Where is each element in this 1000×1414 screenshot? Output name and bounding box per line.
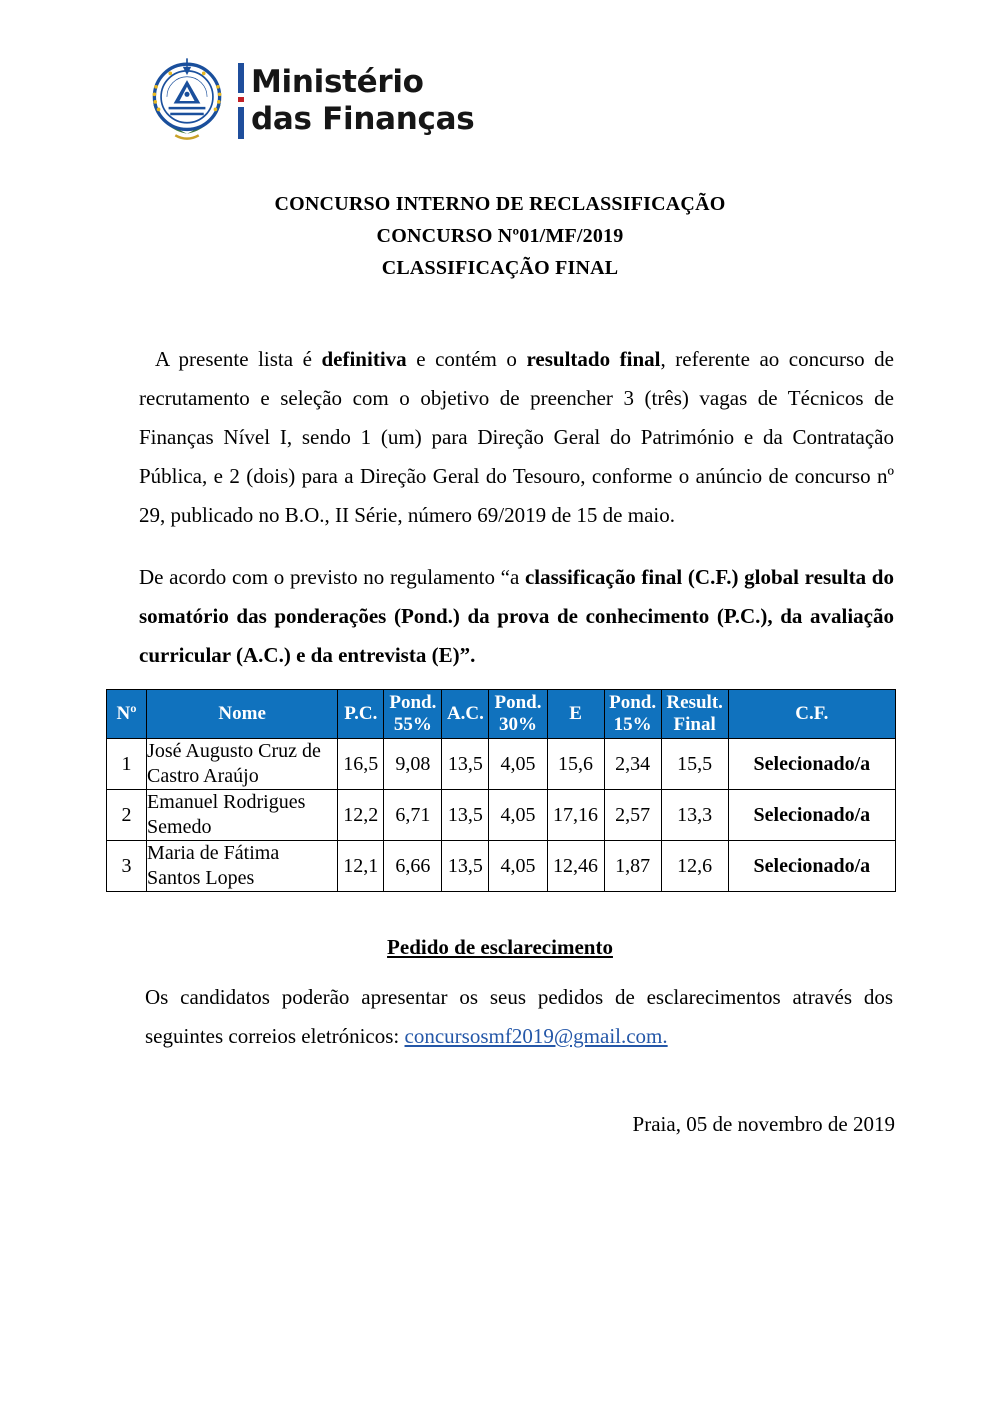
p1-segment-c: , referente ao concurso de recrutamento e seleção com o objetivo de preencher 3 (três) vagas de Técnicos de Finanças Nível I, sendo 1 (um) para Direção Geral do Património e da Contratação Pública, e 2 (dois) para a Direção Geral do Tesouro, conforme o anúncio de concurso nº 29, publicado no B.O., II Série, número 69/2019 de 15 de maio. — [139, 347, 894, 527]
cell-numero: 3 — [107, 841, 147, 892]
title-line-1: CONCURSO INTERNO DE RECLASSIFICAÇÃO — [274, 193, 726, 215]
cell-pond55: 9,08 — [384, 739, 442, 790]
col-header-result-line1: Result. — [666, 692, 723, 713]
section-heading-text: Pedido de esclarecimento — [387, 935, 613, 959]
cell-pond55: 6,66 — [384, 841, 442, 892]
cell-pond30: 4,05 — [489, 790, 547, 841]
document-titles — [0, 188, 1000, 284]
paragraph-2 — [139, 558, 894, 675]
cell-ac: 13,5 — [442, 790, 489, 841]
cell-resultado-final: 12,6 — [661, 841, 728, 892]
table-header-row — [107, 690, 896, 739]
cell-cf: Selecionado/a — [728, 841, 895, 892]
cell-pond15: 1,87 — [604, 841, 661, 892]
p1-segment-b: e contém o — [406, 347, 527, 371]
section-heading-pedido — [0, 935, 1000, 960]
logo-wordmark — [251, 64, 474, 137]
col-header-pond30 — [489, 690, 547, 739]
col-header-pond55-line2: 55% — [393, 714, 432, 735]
cell-pond55: 6,71 — [384, 790, 442, 841]
cell-pond15: 2,34 — [604, 739, 661, 790]
cell-resultado-final: 15,5 — [661, 739, 728, 790]
cell-pond30: 4,05 — [489, 841, 547, 892]
document-body — [139, 340, 894, 675]
email-link[interactable]: concursosmf2019@gmail.com. — [404, 1024, 668, 1048]
col-header-e: E — [547, 690, 604, 739]
cell-ac: 13,5 — [442, 841, 489, 892]
col-header-cf: C.F. — [728, 690, 895, 739]
classification-table — [106, 689, 896, 892]
col-header-pond15-line2: 15% — [613, 714, 652, 735]
p1-segment-a: A presente lista é — [155, 347, 322, 371]
logo-line-2: das Finanças — [251, 101, 475, 137]
classification-table-wrapper — [106, 689, 896, 892]
cell-numero: 1 — [107, 739, 147, 790]
cell-pc: 16,5 — [338, 739, 384, 790]
paragraph-1 — [139, 340, 894, 535]
logo-separator — [229, 61, 251, 141]
table-row — [107, 790, 896, 841]
cell-numero: 2 — [107, 790, 147, 841]
cell-cf: Selecionado/a — [728, 739, 895, 790]
cell-cf: Selecionado/a — [728, 790, 895, 841]
col-header-ac: A.C. — [442, 690, 489, 739]
col-header-numero: Nº — [107, 690, 147, 739]
p1-bold-definitiva: definitiva — [321, 347, 407, 371]
p2-segment-a: De acordo com o previsto no regulamento “a — [139, 565, 525, 589]
cell-e: 15,6 — [547, 739, 604, 790]
col-header-pond55-line1: Pond. — [389, 692, 437, 713]
col-header-pond30-line2: 30% — [498, 714, 537, 735]
col-header-pond15 — [604, 690, 661, 739]
cell-pc: 12,2 — [338, 790, 384, 841]
footer-text-before: Os candidatos poderão apresentar os seus pedidos de esclarecimentos através dos seguintes correios eletrónicos: — [145, 985, 893, 1048]
col-header-pond15-line1: Pond. — [609, 692, 657, 713]
p1-bold-resultado-final: resultado final — [526, 347, 661, 371]
cell-resultado-final: 13,3 — [661, 790, 728, 841]
p2-bold-quote: classificação final (C.F.) global resulta do somatório das ponderações (Pond.) da prova de conhecimento (P.C.), da avaliação curricular (A.C.) e da entrevista (E)”. — [139, 565, 894, 667]
cell-pond30: 4,05 — [489, 739, 547, 790]
table-row — [107, 841, 896, 892]
cape-verde-coat-of-arms-icon — [145, 55, 229, 147]
title-line-3: CLASSIFICAÇÃO FINAL — [381, 257, 619, 279]
cell-e: 12,46 — [547, 841, 604, 892]
title-line-2: CONCURSO Nº01/MF/2019 — [376, 225, 624, 247]
cell-nome: Emanuel Rodrigues Semedo — [147, 790, 338, 841]
col-header-pond30-line1: Pond. — [494, 692, 542, 713]
cell-ac: 13,5 — [442, 739, 489, 790]
col-header-resultado-final — [661, 690, 728, 739]
table-row — [107, 739, 896, 790]
signature-text: Praia, 05 de novembro de 2019 — [632, 1112, 895, 1136]
cell-e: 17,16 — [547, 790, 604, 841]
cell-nome: Maria de Fátima Santos Lopes — [147, 841, 338, 892]
col-header-pond55 — [384, 690, 442, 739]
footer-paragraph-text — [145, 978, 893, 1056]
logo-line-1: Ministério — [251, 64, 424, 101]
col-header-nome: Nome — [147, 690, 338, 739]
col-header-result-line2: Final — [673, 714, 716, 735]
cell-nome: José Augusto Cruz de Castro Araújo — [147, 739, 338, 790]
footer-paragraph — [145, 978, 893, 1056]
cell-pond15: 2,57 — [604, 790, 661, 841]
ministry-logo — [145, 55, 474, 147]
cell-pc: 12,1 — [338, 841, 384, 892]
table-body — [107, 739, 896, 892]
signature-line — [0, 1112, 895, 1137]
col-header-pc: P.C. — [338, 690, 384, 739]
logo-red-dot — [238, 97, 244, 102]
